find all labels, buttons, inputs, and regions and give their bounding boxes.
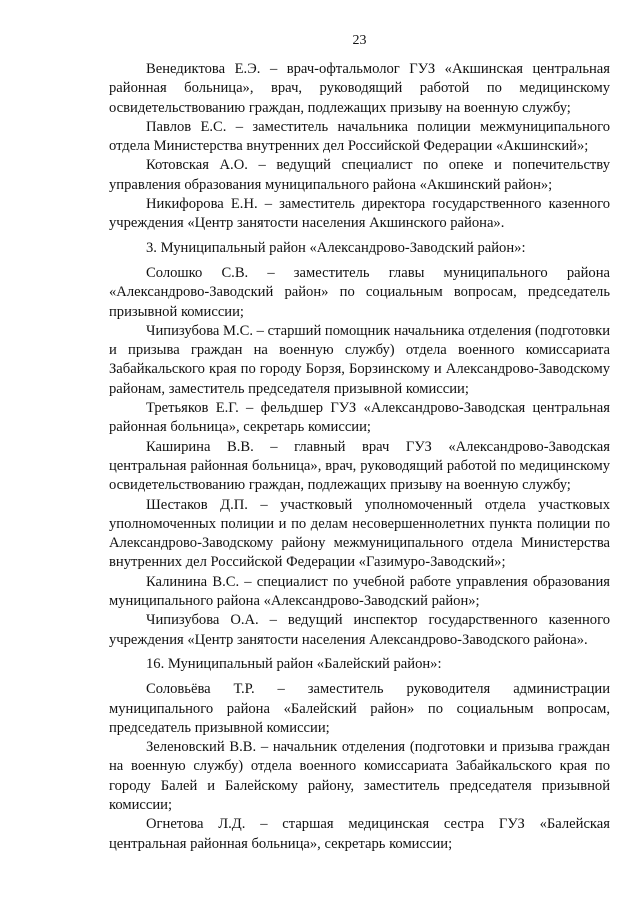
member-entry-kalinina: Калинина В.С. – специалист по учебной работе управления образования муниципального района «Александрово-Заводский район»; [109, 573, 610, 610]
page-number: 23 [352, 33, 367, 48]
member-entry-chipizubova-oa: Чипизубова О.А. – ведущий инспектор государственного казенного учреждения «Центр занятости населения Александрово-Заводского района». [109, 612, 610, 648]
member-entry-tretyakov: Третьяков Е.Г. – фельдшер ГУЗ «Александрово-Заводская центральная районная больница», секретарь комиссии; [109, 400, 610, 436]
member-entry-solovyova: Соловьёва Т.Р. – заместитель руководителя администрации муниципального района «Балейский район» по социальным вопросам, председатель призывной комиссии; [109, 681, 610, 736]
member-entry-nikiforova: Никифорова Е.Н. – заместитель директора государственного казенного учреждения «Центр занятости населения Акшинского района». [109, 196, 610, 232]
member-entry-ognetova: Огнетова Л.Д. – старшая медицинская сестра ГУЗ «Балейская центральная районная больница», секретарь комиссии; [109, 816, 610, 852]
member-entry-pavlov: Павлов Е.С. – заместитель начальника полиции межмуниципального отдела Министерства внутренних дел Российской Федерации «Акшинский»; [109, 118, 610, 155]
member-entry-kashirina: Каширина В.В. – главный врач ГУЗ «Александрово-Заводская центральная районная больница», врач, руководящий работой по медицинскому освидетельствованию граждан, подлежащих призыву на военную службу; [109, 438, 610, 494]
member-entry-shestakov: Шестаков Д.П. – участковый уполномоченный отдела участковых уполномоченных полиции и по делам несовершеннолетних пункта полиции по Александрово-Заводскому району межмуниципального отдела Министерства внутренних дел Российской Федерации «Газимуро-Заводский»; [109, 496, 610, 571]
member-entry-zelenovsky: Зеленовский В.В. – начальник отделения (подготовки и призыва граждан на военную службу) отдела военного комиссариата Забайкальского края по городу Балей и Балейскому району, заместитель председателя призывной комиссии; [109, 739, 610, 813]
document-body [109, 60, 610, 854]
member-entry-kotovskaya: Котовская А.О. – ведущий специалист по опеке и попечительству управления образования муниципального района «Акшинский район»; [109, 157, 610, 193]
section-heading-aleksandrovo-zavodsky: 3. Муниципальный район «Александрово-Заводский район»: [146, 239, 526, 256]
member-entry-chipizubova-ms: Чипизубова М.С. – старший помощник начальника отделения (подготовки и призыва граждан на военную службу) отдела военного комиссариата Забайкальского края по городу Борзя, Борзинскому и Александрово-Заводскому районам, заместитель председателя призывной комиссии; [109, 322, 610, 397]
member-entry-soloshko: Солошко С.В. – заместитель главы муниципального района «Александрово-Заводский район» по социальным вопросам, председатель призывной комиссии; [109, 264, 610, 320]
member-entry-venediktova: Венедиктова Е.Э. – врач-офтальмолог ГУЗ «Акшинская центральная районная больница», врач, руководящий работой по медицинскому освидетельствованию граждан, подлежащих призыву на военную службу; [109, 61, 610, 116]
section-heading-baleysky: 16. Муниципальный район «Балейский район»: [146, 655, 442, 672]
